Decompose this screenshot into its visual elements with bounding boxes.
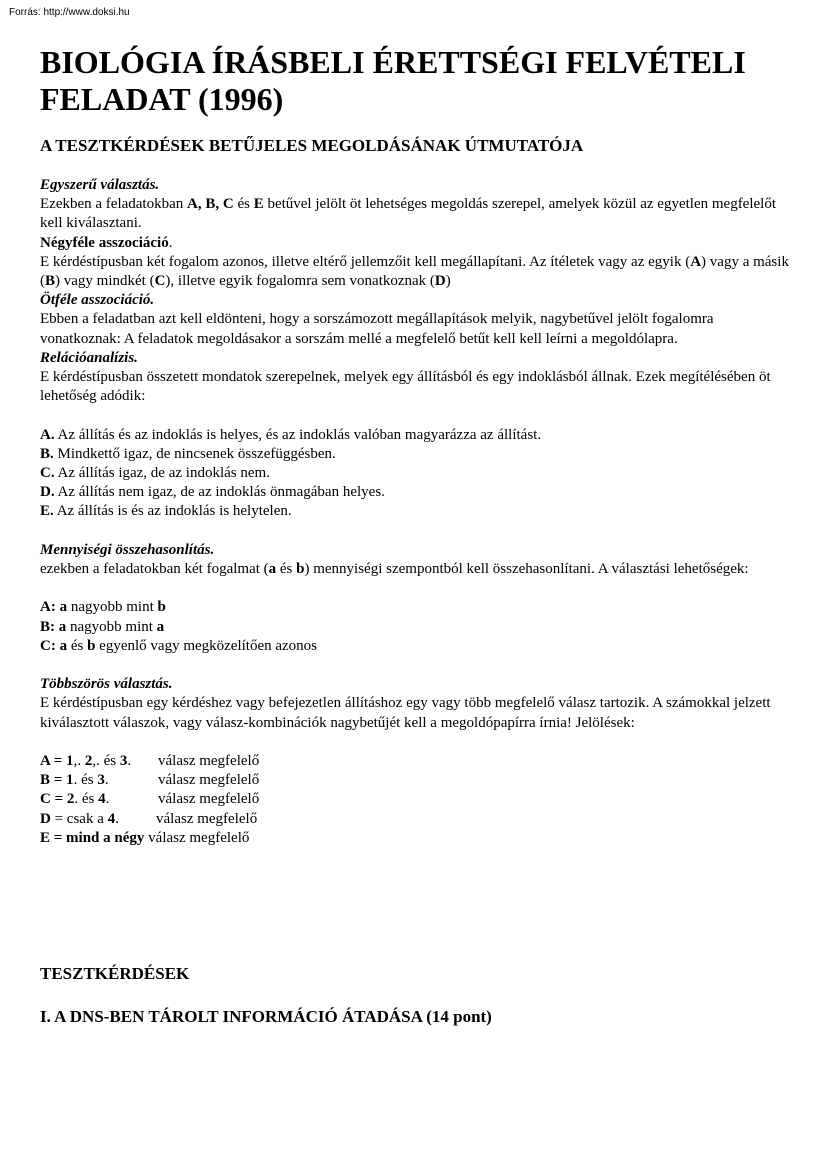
list-item: E = mind a négy válasz megfelelő (40, 829, 250, 846)
list-item: A = 1,. 2,. és 3. válasz megfelelő (40, 753, 260, 770)
tests-heading: TESZTKÉRDÉSEK (40, 964, 190, 983)
multiple-choice-legend (40, 752, 790, 848)
section-simple-choice-heading: Egyszerű választás. (40, 177, 160, 193)
list-item: C. Az állítás igaz, de az indoklás nem. (40, 465, 270, 482)
title-line-2: FELADAT (1996) (40, 81, 284, 117)
section-quantity-comparison-heading: Mennyiségi összehasonlítás. (40, 541, 215, 558)
relation-analysis-options (40, 426, 790, 522)
section-relation-analysis-text: E kérdéstípusban összetett mondatok szerepelnek, melyek egy állításból és egy indoklásból állnak. Ezek megítélésében öt lehetőség adódik: (40, 369, 771, 405)
section-five-association-text: Ebben a feladatban azt kell eldönteni, hogy a sorszámozott megállapítások melyik, nagybetűvel jelölt fogalomra vonatkoznak: A feladatok megoldásakor a sorszám mellé a megfelelő betűt kell kell leírni a megoldólapra. (40, 311, 714, 347)
list-item: C = 2. és 4. válasz megfelelő (40, 791, 260, 808)
list-item: B: a nagyobb mint a (40, 618, 165, 635)
list-item: B. Mindkettő igaz, de nincsenek összefüggésben. (40, 445, 336, 462)
source-note: Forrás: http://www.doksi.hu (9, 7, 130, 18)
list-item: C: a és b egyenlő vagy megközelítően azonos (40, 637, 318, 654)
guide-sections (40, 176, 790, 848)
guide-subtitle: A TESZTKÉRDÉSEK BETŰJELES MEGOLDÁSÁNAK ÚTMUTATÓJA (40, 136, 584, 155)
section-heading-dna: I. A DNS-BEN TÁROLT INFORMÁCIÓ ÁTADÁSA (14 pont) (40, 1007, 492, 1026)
list-item: D. Az állítás nem igaz, de az indoklás önmagában helyes. (40, 484, 385, 501)
document-title (40, 44, 790, 118)
list-item: D = csak a 4. válasz megfelelő (40, 810, 258, 827)
section-four-association-heading: Négyféle asszociáció. (40, 234, 173, 251)
list-item: A: a nagyobb mint b (40, 599, 166, 616)
section-quantity-comparison-text: ezekben a feladatokban két fogalmat (a és b) mennyiségi szempontból kell összehasonlítani. A választási lehetőségek: (40, 561, 749, 578)
section-multiple-choice-heading: Többszörös választás. (40, 676, 173, 693)
section-relation-analysis-heading: Relációanalízis. (40, 349, 138, 366)
section-simple-choice-text: Ezekben a feladatokban A, B, C és E betűvel jelölt öt lehetséges megoldás szerepel, amelyek közül az egyetlen megfelelőt kell kiválasztani. (40, 196, 777, 232)
title-line-1: BIOLÓGIA ÍRÁSBELI ÉRETTSÉGI FELVÉTELI (40, 44, 746, 80)
section-four-association-text: E kérdéstípusban két fogalom azonos, illetve eltérő jellemzőit kell megállapítani. Az ítéletek vagy az egyik (A) vagy a másik (B) vagy mindkét (C), illetve egyik fogalomra sem vonatkoznak (D) (40, 253, 789, 290)
list-item: A. Az állítás és az indoklás is helyes, és az indoklás valóban magyarázza az állítást. (40, 426, 542, 443)
list-item: B = 1. és 3. válasz megfelelő (40, 772, 260, 789)
list-item: E. Az állítás is és az indoklás is helytelen. (40, 503, 292, 520)
section-five-association-heading: Ötféle asszociáció. (40, 292, 155, 309)
document-body (40, 44, 790, 848)
section-multiple-choice-text: E kérdéstípusban egy kérdéshez vagy befejezetlen állításhoz egy vagy több megfelelő válasz tartozik. A számokkal jelzett kiválasztott válaszok, vagy válasz-kombinációk nagybetűjét kell a megoldópapírra írnia! Jelölések: (40, 695, 771, 731)
quantity-comparison-options (40, 598, 790, 656)
